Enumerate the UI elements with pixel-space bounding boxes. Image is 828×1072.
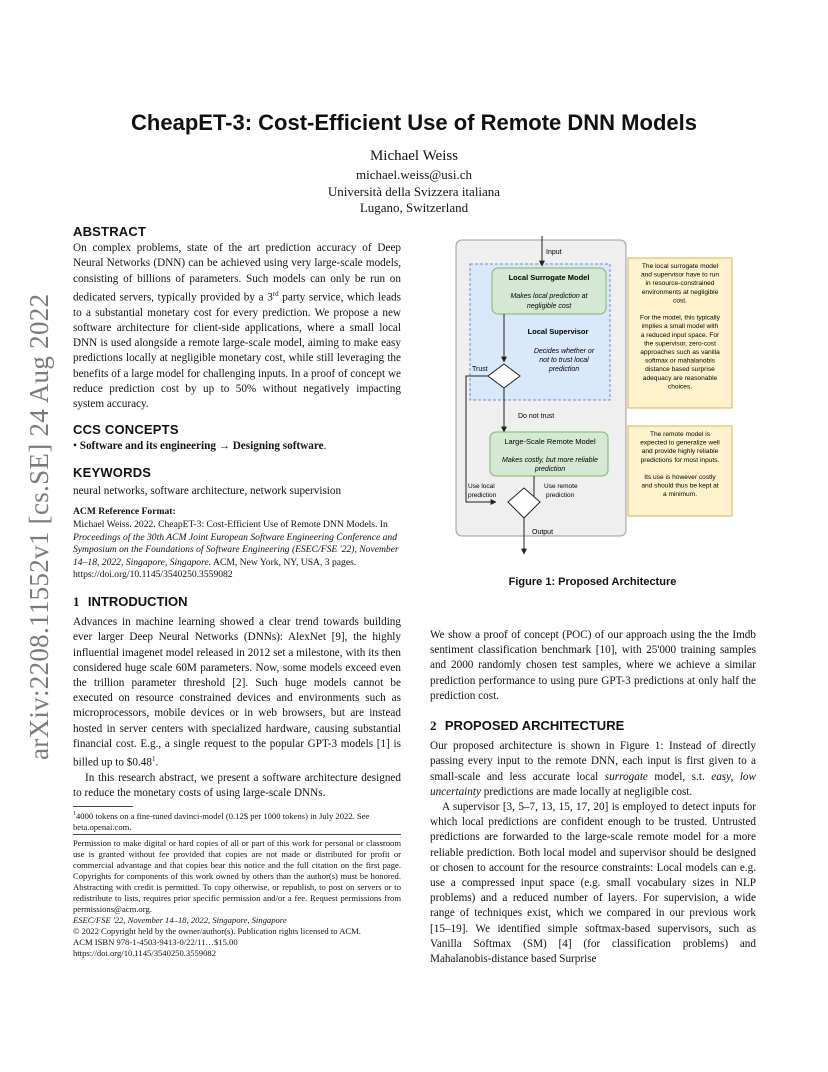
keywords-text: neural networks, software architecture, network supervision — [73, 484, 342, 497]
note-remote-line: and provide highly reliable — [641, 448, 719, 456]
note-local-line: softmax or mahalanobis — [644, 357, 716, 365]
author-name: Michael Weiss — [369, 148, 459, 164]
svg-text:Use remote: Use remote — [544, 483, 578, 490]
note-local-line: adequacy are reasonable — [642, 374, 718, 382]
abstract-heading: ABSTRACT — [73, 224, 147, 239]
ccs-heading: CCS CONCEPTS — [73, 422, 179, 438]
note-local-line: approaches such as vanilla — [640, 349, 720, 356]
supervisor-title: Local Supervisor — [527, 327, 589, 336]
figure-caption: Figure 1: Proposed Architecture — [508, 576, 677, 588]
local-model-title: Local Surrogate Model — [508, 273, 590, 282]
svg-text:prediction: prediction — [546, 492, 575, 499]
right-column — [430, 628, 756, 967]
note-local-line: environments at negligible — [641, 288, 719, 296]
permission-venue: ESEC/FSE '22, November 14–18, 2022, Singapore, Singapore — [73, 915, 287, 925]
reference-text: Michael Weiss. 2022. CheapET-3: Cost-Efficient Use of Remote DNN Models. In Proceedings of the 30th ACM Joint European Software Engineering Conference and Symposium on the Foundations of Software Engineering (ESEC/FSE '22), November 14–18, 2022, Singapore, Singapore. ACM, New York, NY, USA, 3 pages. https://doi.org/10.1145/3540250.3559082 — [73, 518, 399, 581]
permission-text: Permission to make digital or hard copies of all or part of this work for personal or classroom use is granted without fee provided that copies are not made or distributed for profit or commercial advantage and that copies bear this notice and the full citation on the first page. Copyrights for components of this work owned by others than the author(s) must be honored. Abstracting with credit is permitted. To copy otherwise, or republish, to post on servers or to redistribute to lists, requires prior specific permission and/or a fee. Request permissions from permissions@acm.org. — [73, 838, 401, 914]
author-email: michael.weiss@usi.ch — [356, 167, 472, 182]
svg-text:prediction: prediction — [548, 366, 580, 373]
svg-text:prediction: prediction — [468, 492, 497, 499]
note-remote-line: expected to generalize well — [640, 439, 720, 447]
permission-isbn: ACM ISBN 978-1-4503-9413-0/22/11…$15.00 — [73, 937, 238, 947]
intro-heading: 1 INTRODUCTION — [73, 593, 188, 609]
note-remote-line: predictions for most inputs. — [640, 456, 720, 464]
reference-heading: ACM Reference Format: — [73, 505, 176, 517]
note-local-line: distance based surprise — [645, 366, 715, 374]
note-local-text — [640, 263, 721, 390]
permission-block — [73, 838, 401, 959]
author-location: Lugano, Switzerland — [359, 200, 469, 215]
svg-text:negligible cost: negligible cost — [526, 303, 572, 310]
ccs-text: • Software and its engineering → Designing software. — [73, 440, 327, 453]
remote-model-title: Large-Scale Remote Model — [504, 437, 596, 446]
svg-text:prediction: prediction — [534, 466, 566, 473]
architecture-figure — [454, 236, 734, 566]
do-not-trust-label: Do not trust — [518, 413, 555, 420]
author-affiliation: Università della Svizzera italiana — [327, 184, 501, 199]
note-local-line: cost. — [673, 297, 687, 305]
section-2-heading: 2 PROPOSED ARCHITECTURE — [430, 718, 625, 734]
note-local-line: For the model, this typically — [640, 314, 720, 322]
note-remote-line: The remote model is — [649, 431, 711, 438]
abstract-text: On complex problems, state of the art prediction accuracy of Deep Neural Networks (DNN) can be achieved using very large-scale models, consisting of billions of parameters. Such models can only be run on dedicated servers, typically provided by a 3rd party service, which leads to a substantial monetary cost for every prediction. We propose a new software architecture for client-side applications, where a small local DNN is used alongside a remote large-scale model, aiming to make easy predictions locally at negligible monetary cost, while still leveraging the benefits of a large model for challenging inputs. In a proof of concept we reduce prediction cost by up to 50% without negatively impacting system accuracy. — [73, 242, 401, 410]
input-label: Input — [546, 249, 562, 256]
svg-text:Makes costly, but more reliabl: Makes costly, but more reliable — [502, 457, 598, 464]
footnote-rule — [73, 806, 133, 807]
note-local-line: the supervisor, zero-cost — [644, 340, 716, 348]
poc-paragraph: We show a proof of concept (POC) of our approach using the the Imdb sentiment classification benchmark [10], with 25'000 training samples and 2000 randomly chosen test samples, where we achieve a similar prediction performance to using pure GPT-3 predictions at only half the prediction cost. — [430, 629, 756, 702]
svg-text:not to trust local: not to trust local — [539, 357, 589, 364]
output-label: Output — [532, 529, 554, 536]
paper-title: CheapET-3: Cost-Efficient Use of Remote DNN Models — [131, 110, 697, 135]
left-column — [73, 224, 401, 801]
note-remote-line: a minimum. — [662, 491, 698, 499]
supervisor-paragraph: A supervisor [3, 5–7, 13, 15, 17, 20] is employed to detect inputs for which local predictions are confident enough to be trusted. Untrusted predictions are forwarded to the large-scale remote model for a more reliable prediction. Both local model and supervisor should be designed or chosen to account for the resource constraints: Local models can e.g. use a compressed input space (e.g. small vocabulary sizes in NLP problems) and a reduced number of layers. For supervision, a wide range of techniques exist, which we compared in our previous work [15–19]. We identified simple softmax-based supervisors, such as Vanilla Softmax (SM) [4] (for classification problems) and Mahalanobis-distance based Surprise — [430, 801, 756, 966]
note-local-line: choices. — [667, 383, 693, 391]
trust-label: Trust — [472, 366, 488, 373]
svg-text:Use local: Use local — [468, 483, 495, 490]
intro-paragraph-1: Advances in machine learning showed a clear trend towards building ever larger Deep Neural Networks (DNNs): AlexNet [9], the highly influential imagenet model released in 2012 set a milestone, with its then considered huge scale 60M parameters. Now, some models exceed even the trillion parameter threshold [2]. Such huge models cannot be executed on resource constrained devices and environments such as microprocessors, mobile devices or in web browsers, but are instead hosted in server centers with specialized hardware, causing substantial financial cost. E.g., a single request to the popular GPT-3 models [1] is billed up to $0.48$^1$. — [73, 616, 401, 769]
architecture-diagram — [454, 236, 734, 566]
permission-doi: https://doi.org/10.1145/3540250.3559082 — [73, 948, 216, 958]
svg-text:Decides whether or: Decides whether or — [533, 348, 595, 355]
permission-rule — [73, 834, 401, 835]
note-remote-line: and should thus be kept at — [641, 482, 719, 490]
note-local-line: The local surrogate model — [641, 263, 719, 270]
footnote: $^1$4000 tokens on a fine-tuned davinci-model (0.12$ per 1000 tokens) in July 2022. See beta.openai.com. — [73, 810, 370, 832]
note-remote-line: Its use is however costly — [644, 474, 716, 481]
svg-text:Makes local prediction at: Makes local prediction at — [510, 293, 588, 300]
intro-paragraph-2: In this research abstract, we present a software architecture designed to reduce the monetary costs of using large-scale DNNs. — [73, 771, 401, 800]
arxiv-stamp-text: arXiv:2208.11552v1 [cs.SE] 24 Aug 2022 — [24, 293, 54, 760]
note-local-line: and supervisor have to run — [640, 271, 720, 279]
note-local-line: in resource-constrained — [645, 280, 715, 288]
arxiv-stamp — [16, 290, 56, 760]
note-local-line: a reduced input space. For — [640, 331, 720, 339]
note-local-line: implies a small model with — [641, 323, 719, 331]
architecture-paragraph: Our proposed architecture is shown in Figure 1: Instead of directly passing every input to the remote DNN, each input is first given to a small-scale and less accurate local surrogate model, s.t. easy, low uncertainty predictions are made locally at negligible cost. — [430, 740, 756, 798]
permission-copyright: © 2022 Copyright held by the owner/author(s). Publication rights licensed to ACM. — [73, 926, 361, 936]
keywords-heading: KEYWORDS — [73, 464, 152, 480]
